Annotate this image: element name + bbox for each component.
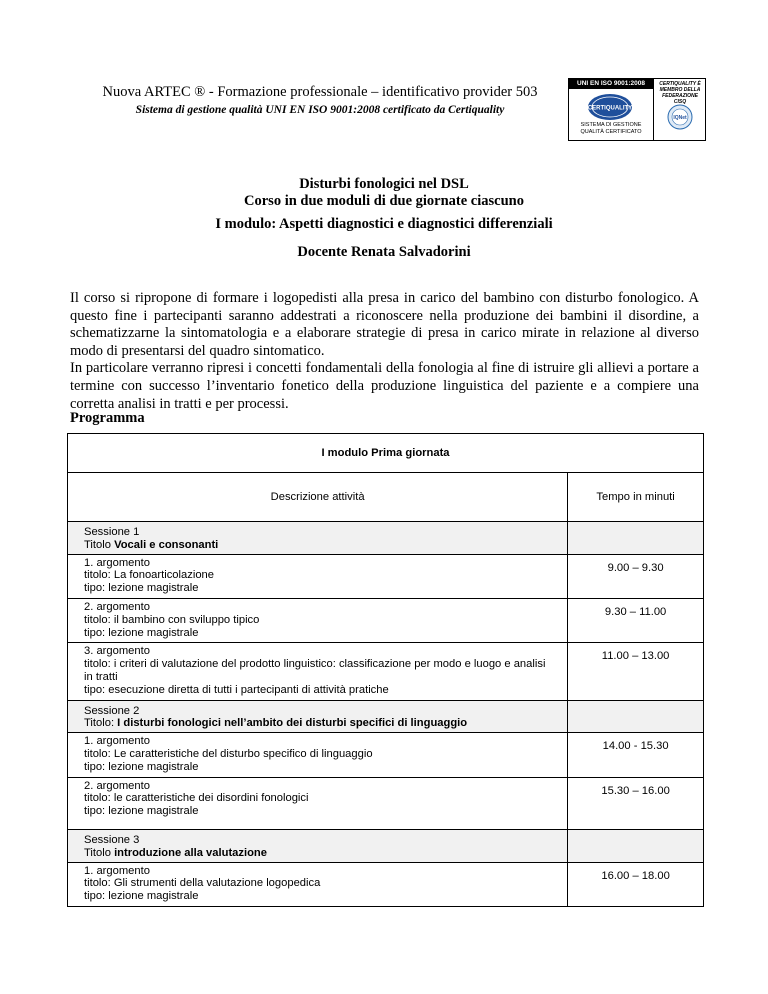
course-title: Disturbi fonologici nel DSL xyxy=(299,176,469,192)
item-tipo: tipo: esecuzione diretta di tutti i partecipanti di attività pratiche xyxy=(84,683,389,696)
item-number: 1. argomento xyxy=(84,556,150,569)
item-number: 2. argomento xyxy=(84,779,150,792)
item-tipo: tipo: lezione magistrale xyxy=(84,890,199,903)
svg-text:CERTIQUALITY: CERTIQUALITY xyxy=(587,105,633,112)
item-time: 14.00 - 15.30 xyxy=(568,733,704,777)
item-titolo: titolo: La fonoarticolazione xyxy=(84,569,214,582)
item-time: 9.00 – 9.30 xyxy=(568,554,704,598)
item-titolo: titolo: i criteri di valutazione del prodotto linguistico: classificazione per modo e luogo e analisi in tratti xyxy=(84,658,546,683)
item-tipo: tipo: lezione magistrale xyxy=(84,760,199,773)
item-titolo: titolo: il bambino con sviluppo tipico xyxy=(84,613,260,626)
provider-header: Nuova ARTEC ® - Formazione professionale – identificativo provider 503 xyxy=(102,84,538,100)
session-title: introduzione alla valutazione xyxy=(114,846,267,859)
session-label: Sessione 1 xyxy=(84,526,140,538)
cisq-mark xyxy=(654,79,705,140)
session-row xyxy=(68,522,704,555)
iqnet-icon xyxy=(667,104,693,130)
item-tipo: tipo: lezione magistrale xyxy=(84,805,199,818)
item-time: 15.30 – 16.00 xyxy=(568,777,704,829)
table-row xyxy=(68,598,704,642)
item-titolo: titolo: Gli strumenti della valutazione logopedica xyxy=(84,877,321,890)
session-title: Vocali e consonanti xyxy=(114,538,219,551)
course-subtitle: Corso in due moduli di due giornate ciascuno xyxy=(244,193,524,209)
svg-text:IQNet: IQNet xyxy=(673,115,687,122)
system-text: SISTEMA DI GESTIONE QUALITÀ CERTIFICATO xyxy=(580,122,642,135)
item-tipo: tipo: lezione magistrale xyxy=(84,582,199,595)
quality-system-line: Sistema di gestione qualità UNI EN ISO 9001:2008 certificato da Certiquality xyxy=(135,104,505,116)
session-row xyxy=(68,829,704,862)
item-number: 3. argomento xyxy=(84,645,150,658)
intro-paragraph-1: Il corso si ripropone di formare i logopedisti alla presa in carico del bambino con disturbo fonologico. A questo fine i partecipanti saranno addestrati a riconoscere nella produzione dei bambini il disordine, a schematizzarne la sintomatologia e a elaborare strategie di presa in carico mirate in relazione al diverso modo di presentarsi del quadro sintomatico. xyxy=(70,290,699,359)
session-row xyxy=(68,700,704,733)
certification-logo xyxy=(568,78,706,141)
session-title: I disturbi fonologici nell’ambito dei disturbi specifici di linguaggio xyxy=(117,717,468,730)
item-time: 9.30 – 11.00 xyxy=(568,598,704,642)
course-intro xyxy=(70,290,699,413)
item-tipo: tipo: lezione magistrale xyxy=(84,626,199,639)
item-titolo: titolo: Le caratteristiche del disturbo specifico di linguaggio xyxy=(84,747,373,760)
teacher-name: Docente Renata Salvadorini xyxy=(297,244,471,260)
item-number: 1. argomento xyxy=(84,735,150,748)
intro-paragraph-2: In particolare verranno ripresi i concetti fondamentali della fonologia al fine di istruire gli allievi a portare a termine con successo l’inventario fonetico della produzione linguistica del paziente e a compiere una corretta analisi in tratti e per processi. xyxy=(70,360,699,412)
item-time: 16.00 – 18.00 xyxy=(568,862,704,906)
table-row xyxy=(68,777,704,829)
table-row xyxy=(68,554,704,598)
item-number: 1. argomento xyxy=(84,864,150,877)
session-title-prefix: Titolo xyxy=(84,846,115,859)
session-label: Sessione 2 xyxy=(84,704,140,717)
session-title-prefix: Titolo: xyxy=(84,717,118,730)
module-title: I modulo: Aspetti diagnostici e diagnostici differenziali xyxy=(215,216,553,232)
certiquality-mark xyxy=(569,79,654,140)
column-header-description: Descrizione attività xyxy=(68,473,568,522)
member-text: CERTIQUALITY È MEMBRO DELLA FEDERAZIONE CISQ xyxy=(659,81,701,105)
program-heading: Programma xyxy=(70,410,145,426)
certiquality-badge-icon xyxy=(587,93,633,121)
item-titolo: titolo: le caratteristiche dei disordini fonologici xyxy=(84,792,309,805)
item-number: 2. argomento xyxy=(84,600,150,613)
table-row xyxy=(68,733,704,777)
session-title-prefix: Titolo xyxy=(84,538,115,551)
program-table xyxy=(67,433,704,907)
column-header-time: Tempo in minuti xyxy=(568,473,704,522)
item-time: 11.00 – 13.00 xyxy=(568,643,704,700)
table-row xyxy=(68,862,704,906)
table-title: I modulo Prima giornata xyxy=(68,434,704,473)
session-label: Sessione 3 xyxy=(84,833,140,846)
table-row xyxy=(68,643,704,700)
iso-label: UNI EN ISO 9001:2008 xyxy=(569,79,653,89)
